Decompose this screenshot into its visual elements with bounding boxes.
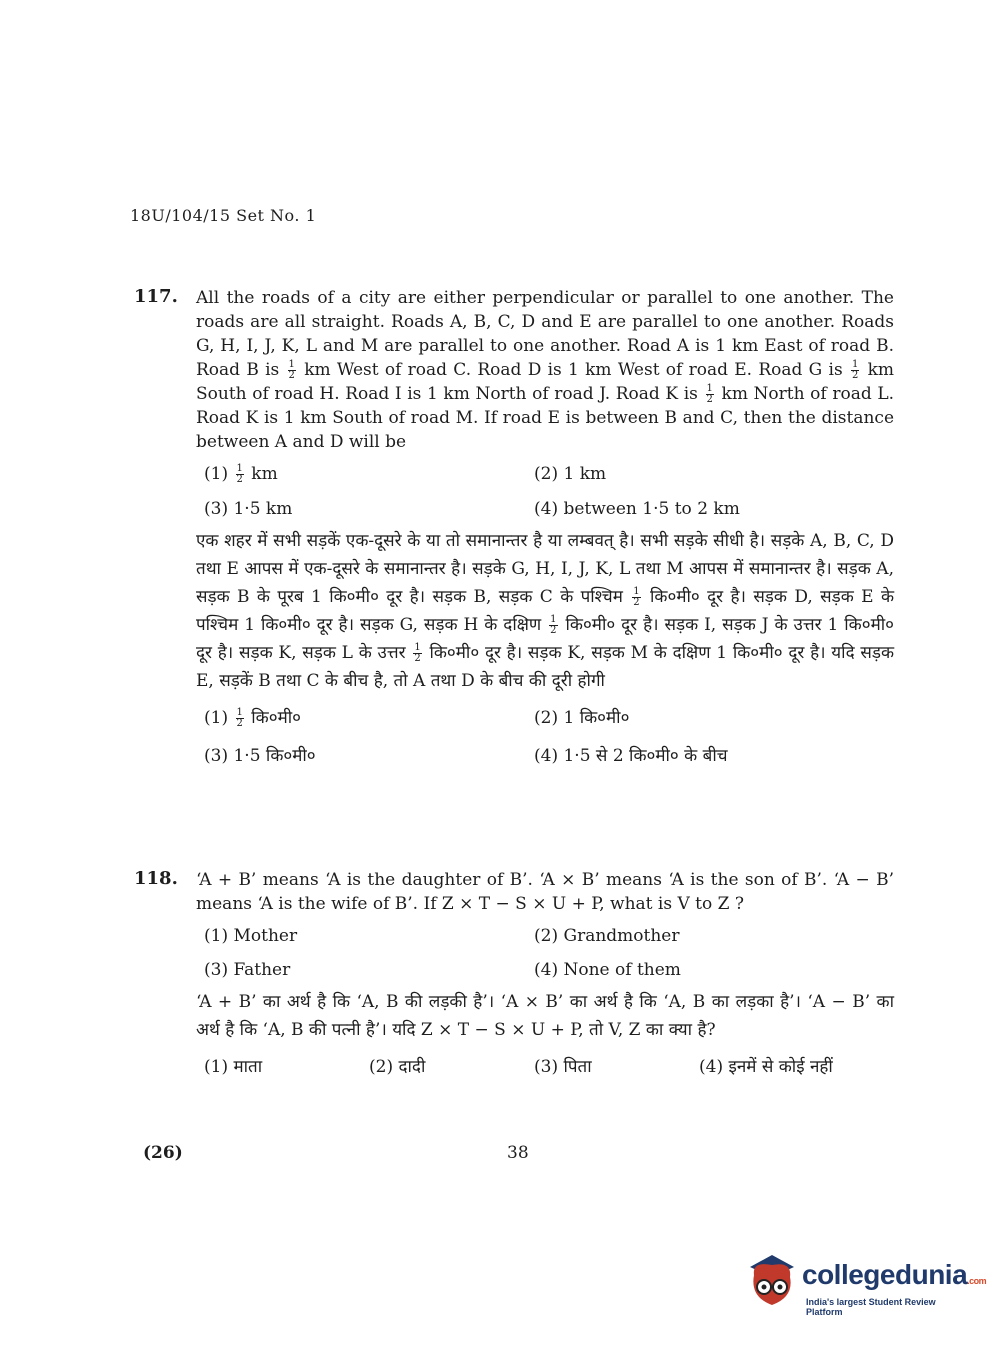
question-text-en: All the roads of a city are either perpendicular or parallel to one another. The roads are all straight. Roads A, B, C, D and E are parallel to one another. Roads G, H, I, J, K, L and M are parallel to one another. Road A is 1 km East of road B. Road B is $\frac{1}{2}$ km West of road C. Road D is 1 km West of road E. Road G is $\frac{1}{2}$ km South of road H. Road I is 1 km North of road J. Road K is $\frac{1}{2}$ km North of road L. Road K is 1 km South of road M. If road E is between B and C, then the distance between A and D will be [196,288,895,452]
option-2: (2) 1 कि०मी० [534,708,630,728]
options-hi [204,705,894,766]
option-4: (4) None of them [534,960,681,980]
option-1: (1) Mother [204,926,298,946]
option-2: (2) दादी [369,1057,426,1077]
option-3: (3) 1·5 km [204,499,293,519]
options-en [204,464,894,519]
question-number: 118. [134,868,178,889]
booklet-code: (26) [143,1143,183,1163]
question-118 [134,868,894,1077]
collegedunia-logo: collegedunia.com India's largest Student Review Platform [742,1247,967,1317]
options-hi [204,1054,894,1077]
question-number: 117. [134,286,178,307]
option-1: (1) माता [204,1057,263,1077]
fraction-half: $\frac{1}{2}$ [851,359,859,381]
question-text-hi: एक शहर में सभी सड़कें एक-दूसरे के या तो समानान्तर है या लम्बवत् है। सभी सड़के सीधी है। सड़के A, B, C, D तथा E आपस में एक-दूसरे के समानान्तर है। सड़के G, H, I, J, K, L तथा M आपस में समानान्तर है। सड़क A, सड़क B के पूरब 1 कि०मी० दूर है। सड़क B, सड़क C के पश्चिम $\frac{1}{2}$ कि०मी० दूर है। सड़क D, सड़क E के पश्चिम 1 कि०मी० दूर है। सड़क G, सड़क H के दक्षिण $\frac{1}{2}$ कि०मी० दूर है। सड़क I, सड़क J के उत्तर 1 कि०मी० दूर है। सड़क K, सड़क L के उत्तर $\frac{1}{2}$ कि०मी० दूर है। सड़क K, सड़क M के दक्षिण 1 कि०मी० दूर है। यदि सड़क E, सड़कें B तथा C के बीच है, तो A तथा D के बीच की दूरी होगी [196,531,895,691]
option-4: (4) इनमें से कोई नहीं [699,1057,833,1077]
option-2: (2) 1 km [534,464,607,484]
option-3: (3) 1·5 कि०मी० [204,746,316,766]
option-1: (1) $\frac{1}{2}$ कि०मी० [204,707,301,729]
option-2: (2) Grandmother [534,926,680,946]
option-1: (1) $\frac{1}{2}$ km [204,463,278,485]
fraction-half: $\frac{1}{2}$ [706,383,713,405]
option-3: (3) पिता [534,1057,592,1077]
options-en [204,926,894,980]
option-4: (4) between 1·5 to 2 km [534,499,740,519]
fraction-half: $\frac{1}{2}$ [288,359,295,381]
option-3: (3) Father [204,960,291,980]
set-code: 18U/104/15 Set No. 1 [130,206,317,225]
question-text-hi: ‘A + B’ का अर्थ है कि ‘A, B की लड़की है’। ‘A × B’ का अर्थ है कि ‘A, B का लड़का है’। ‘A − B’ का अर्थ है कि ‘A, B की पत्नी है’। यदि Z × T − S × U + P, तो V, Z का क्या है? [196,992,894,1040]
option-4: (4) 1·5 से 2 कि०मी० के बीच [534,746,728,766]
question-117 [134,286,894,766]
question-text-en: ‘A + B’ means ‘A is the daughter of B’. ‘A × B’ means ‘A is the son of B’. ‘A − B’ means ‘A is the wife of B’. If Z × T − S × U + P, what is V to Z ? [196,870,894,914]
mascot-icon [742,1247,802,1317]
page-number: 38 [507,1143,529,1163]
